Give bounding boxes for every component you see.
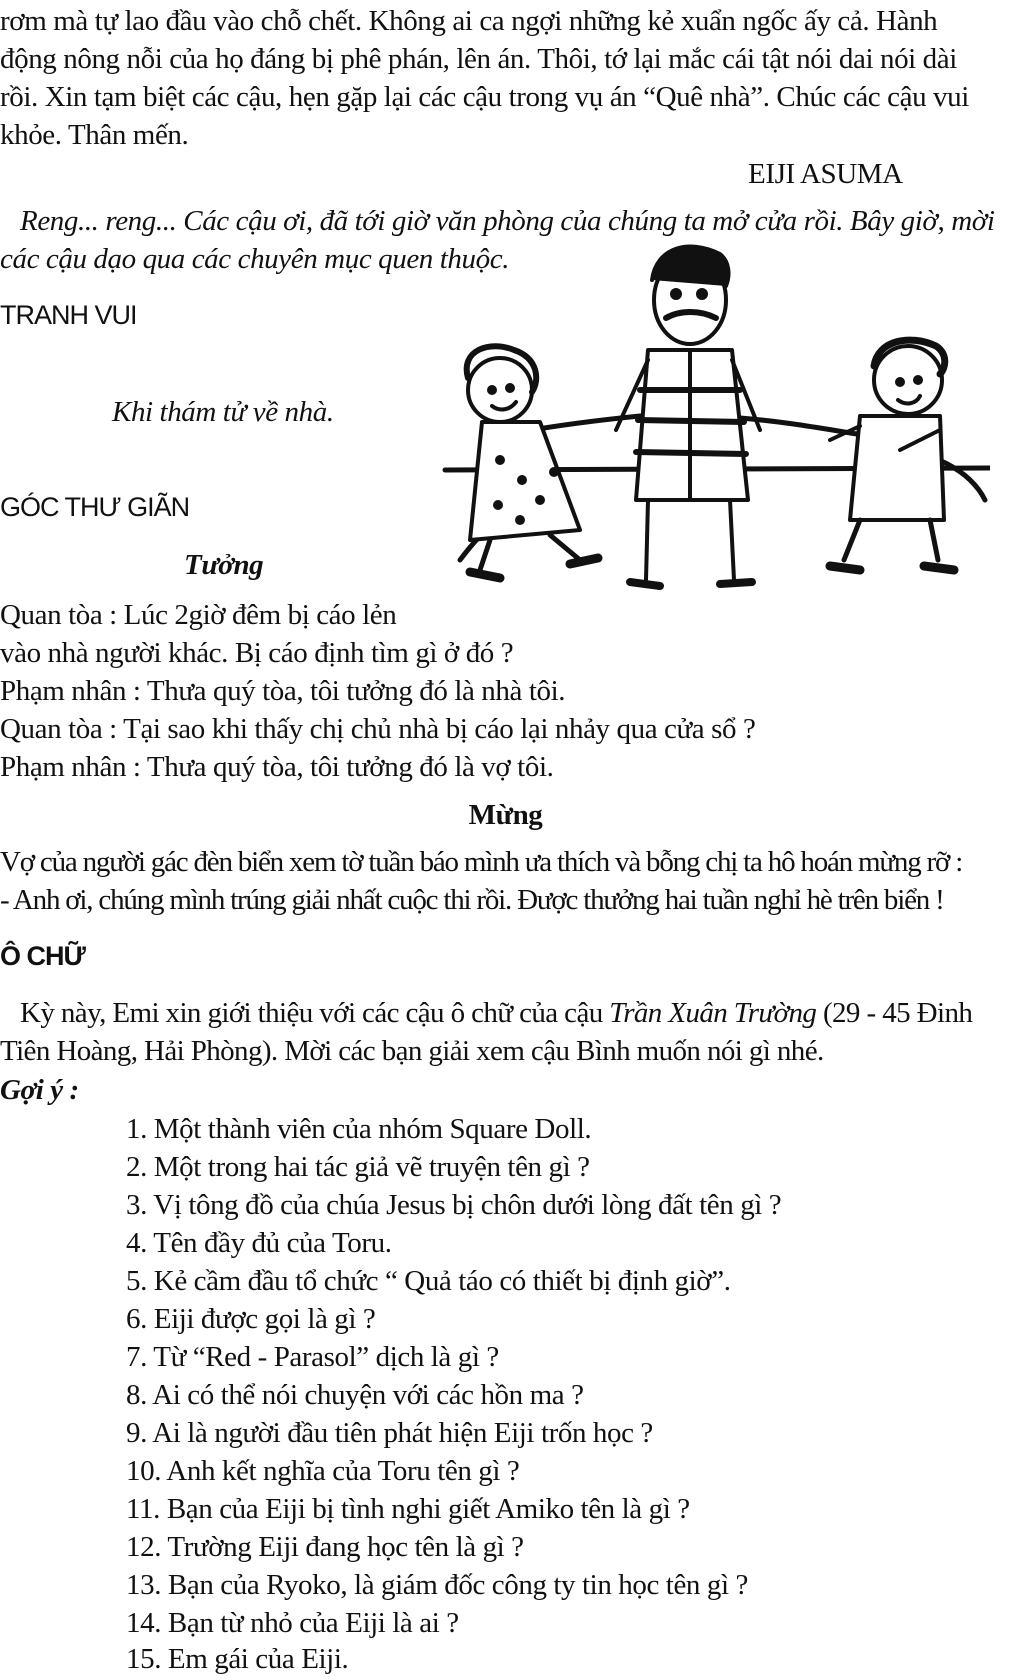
cartoon-caption: Khi thám tử về nhà.	[112, 396, 334, 428]
goc-thu-gian-heading: GÓC THƯ GIÃN	[0, 492, 190, 522]
hint-item: 10. Anh kết nghĩa của Toru tên gì ?	[126, 1455, 520, 1487]
hint-item: 15. Em gái của Eiji.	[126, 1643, 349, 1675]
intro-line-4: khỏe. Thân mến.	[0, 119, 189, 151]
hint-item: 11. Bạn của Eiji bị tình nghi giết Amiko tên là gì ?	[126, 1493, 690, 1525]
intro-line-1: rơm mà tự lao đầu vào chỗ chết. Không ai ca ngợi những kẻ xuẩn ngốc ấy cả. Hành	[0, 5, 938, 37]
joke1-line-1: Quan tòa : Lúc 2giờ đêm bị cáo lẻn	[0, 599, 397, 631]
o-chu-intro-post: (29 - 45 Đinh	[816, 997, 973, 1029]
hint-item: 5. Kẻ cầm đầu tổ chức “ Quả táo có thiết bị định giờ”.	[126, 1265, 731, 1297]
joke2-title: Mừng	[468, 799, 543, 831]
joke1-line-4: Quan tòa : Tại sao khi thấy chị chủ nhà bị cáo lại nhảy qua cửa sổ ?	[0, 713, 756, 745]
reng-line-1: Reng... reng... Các cậu ơi, đã tới giờ văn phòng của chúng ta mở cửa rồi. Bây giờ, mời	[20, 205, 995, 237]
reng-line-2: các cậu dạo qua các chuyên mục quen thuộc.	[0, 243, 510, 275]
o-chu-intro-pre: Kỳ này, Emi xin giới thiệu với các cậu ô chữ của cậu	[20, 997, 610, 1029]
hint-item: 8. Ai có thể nói chuyện với các hồn ma ?	[126, 1379, 584, 1411]
o-chu-author-name: Trần Xuân Trường	[609, 997, 817, 1029]
joke1-line-5: Phạm nhân : Thưa quý tòa, tôi tưởng đó là vợ tôi.	[0, 751, 554, 783]
hint-item: 12. Trường Eiji đang học tên là gì ?	[126, 1531, 524, 1563]
o-chu-intro-line-1	[20, 994, 972, 1032]
intro-line-3: rồi. Xin tạm biệt các cậu, hẹn gặp lại các cậu trong vụ án “Quê nhà”. Chúc các cậu vui	[0, 81, 969, 113]
signature: EIJI ASUMA	[748, 158, 903, 190]
intro-line-2: động nông nỗi của họ đáng bị phê phán, lên án. Thôi, tớ lại mắc cái tật nói dai nói dài	[0, 43, 957, 75]
joke2-line-2: - Anh ơi, chúng mình trúng giải nhất cuộc thi rồi. Được thưởng hai tuần nghỉ hè trên biển !	[0, 884, 944, 916]
hint-label: Gợi ý :	[0, 1074, 79, 1106]
tranh-vui-heading: TRANH VUI	[0, 300, 137, 330]
hint-item: 2. Một trong hai tác giả vẽ truyện tên gì ?	[126, 1151, 590, 1183]
hint-item: 1. Một thành viên của nhóm Square Doll.	[126, 1113, 592, 1145]
hint-item: 13. Bạn của Ryoko, là giám đốc công ty tin học tên gì ?	[126, 1569, 748, 1601]
hint-item: 4. Tên đầy đủ của Toru.	[126, 1227, 392, 1259]
hint-item: 6. Eiji được gọi là gì ?	[126, 1303, 376, 1335]
hint-item: 7. Từ “Red - Parasol” dịch là gì ?	[126, 1341, 499, 1373]
joke1-line-3: Phạm nhân : Thưa quý tòa, tôi tưởng đó là nhà tôi.	[0, 675, 566, 707]
hint-item: 3. Vị tông đồ của chúa Jesus bị chôn dưới lòng đất tên gì ?	[126, 1189, 782, 1221]
o-chu-intro-line-2: Tiên Hoàng, Hải Phòng). Mời các bạn giải xem cậu Bình muốn nói gì nhé.	[0, 1035, 824, 1067]
hint-item: 14. Bạn từ nhỏ của Eiji là ai ?	[126, 1607, 459, 1639]
cartoon-illustration	[430, 240, 990, 600]
hint-item: 9. Ai là người đầu tiên phát hiện Eiji trốn học ?	[126, 1417, 653, 1449]
o-chu-heading: Ô CHỮ	[0, 941, 85, 971]
joke1-line-2: vào nhà người khác. Bị cáo định tìm gì ở đó ?	[0, 637, 514, 669]
joke2-line-1: Vợ của người gác đèn biển xem tờ tuần báo mình ưa thích và bỗng chị ta hô hoán mừng rỡ :	[0, 846, 963, 878]
joke1-title: Tưởng	[184, 549, 264, 581]
